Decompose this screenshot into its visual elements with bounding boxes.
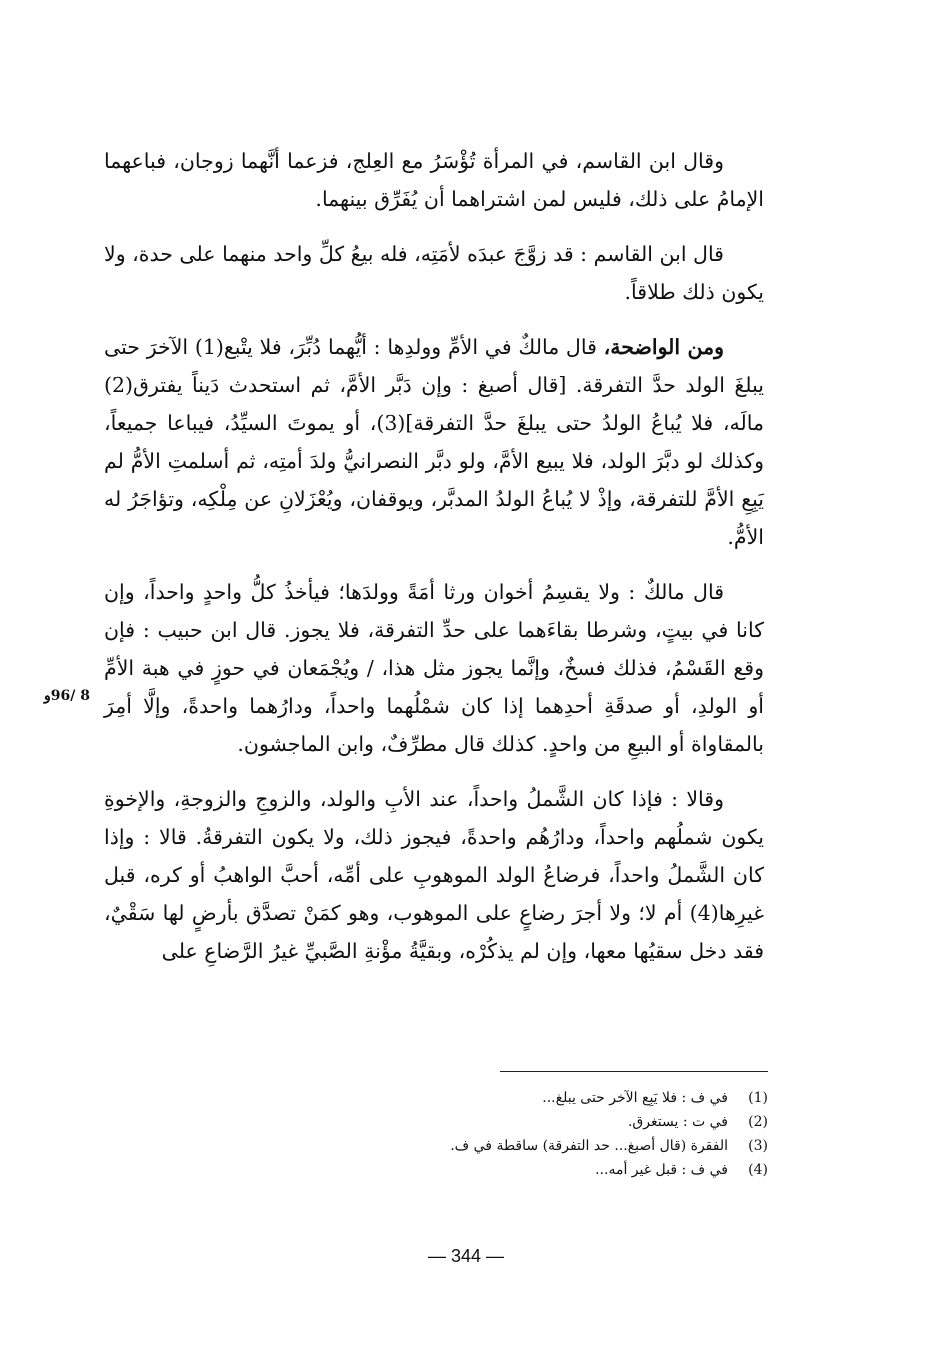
paragraph-text: قال ابن القاسم : قد زوَّجَ عبدَه لأمَتِه، فله بيعُ كلِّ واحد منهما على حدة، ولا يكون ذلك طلاقاً. [104, 242, 764, 304]
footnote-text: في ف : فلا يَبِع الآخر حتى يبلغ... [542, 1090, 728, 1106]
paragraph-text: وقالا : فإذا كان الشَّملُ واحداً، عند الأبِ والولد، والزوجِ والزوجةِ، والإخوةِ يكون شملُهم واحداً، ودارُهُم واحدةً، فيجوز ذلك، ولا يكون التفرقةُ. قالا : وإذا كان الشَّملُ واحداً، فرضاعُ الولد الموهوبِ على أمِّه، أحبَّ الواهبُ أو كره، قبل غيرِها(4) أم لا؛ ولا أجرَ رضاعٍ على الموهوب، وهو كمَنْ تصدَّق بأرضٍ لها سَقْيٌ، فقد دخل سقيُها معها، وإن لم يذكُرْه، وبقيَّةُ مؤْنةِ الصَّبيِّ غيرُ الرَّضاعِ على [104, 787, 764, 963]
paragraph-3 [104, 328, 764, 556]
manuscript-folio-note: 8 /96و [44, 688, 90, 704]
main-text [104, 142, 764, 987]
footnote [300, 1134, 768, 1158]
footnote-text: الفقرة (قال أصبغ... حد التفرقة) ساقطة في ف. [450, 1138, 728, 1154]
paragraph-5 [104, 780, 764, 970]
paragraph-text: قال مالكٌ : ولا يقسِمُ أخوان ورثا أمَةً وولدَها؛ فيأخذُ كلُّ واحدٍ واحداً، وإن كانا في بيتٍ، وشرطا بقاءَهما على حدِّ التفرقة، فلا يجوز. قال ابن حبيب : فإن وقع القَسْمُ، فذلك فسخٌ، وإنَّما يجوز مثل هذا، / ويُجْمَعان في حوزٍ في هبة الأمِّ أو الولدِ، أو صدقَةِ أحدِهما إذا كان شمْلُهما واحداً، ودارُهما واحدةً، وإلَّا أمِرَ بالمقاواة أو البيعِ من واحدٍ. كذلك قال مطرِّفٌ، وابن الماجشون. [104, 580, 764, 756]
footnote-text: في ف : قبل غير أمه... [595, 1162, 728, 1178]
footnote [300, 1110, 768, 1134]
footnote-text: في ت : يستغرق. [627, 1114, 728, 1130]
footnote-number: (1) [748, 1090, 768, 1106]
paragraph-text: قال مالكٌ في الأمِّ وولدِها : أيُّهما دُبِّرَ، فلا يتْبع(1) الآخرَ حتى يبلغَ الولد حدَّ التفرقة. [قال أصبغ : وإن دَبَّر الأمَّ، ثم استحدث دَيناً يفترق(2) مالَه، فلا يُباعُ الولدُ حتى يبلغَ حدَّ التفرقة](3)، أو يموتَ السيِّدُ، فيباعا جميعاً، وكذلك لو دبَّرَ الولد، فلا يبيع الأمَّ، ولو دبَّر النصرانيُّ ولدَ أمتِه، ثم أسلمتِ الأمُّ لم يَبِعِ الأمَّ للتفرقة، وإذْ لا يُباعُ الولدُ المدبَّر، ويوقفان، ويُعْزَلانِ عن مِلْكِه، وتؤاجَرُ له الأمُّ. [104, 335, 764, 549]
paragraph-4 [104, 573, 764, 763]
paragraph-1 [104, 142, 764, 218]
footnote [300, 1158, 768, 1182]
source-heading: ومن الواضحة، [603, 335, 724, 359]
footnote-number: (3) [748, 1138, 768, 1154]
footnote-number: (4) [748, 1162, 768, 1178]
footnote-divider [500, 1071, 768, 1072]
footnotes [300, 1086, 768, 1182]
paragraph-text: وقال ابن القاسم، في المرأة تُؤْسَرُ مع العِلج، فزعما أنَّهما زوجان، فباعهما الإمامُ على ذلك، فليس لمن اشتراهما أن يُفَرِّق بينهما. [104, 149, 764, 211]
footnote-number: (2) [748, 1114, 768, 1130]
page-number: — 344 — [427, 1246, 505, 1266]
footnote [300, 1086, 768, 1110]
paragraph-2 [104, 235, 764, 311]
